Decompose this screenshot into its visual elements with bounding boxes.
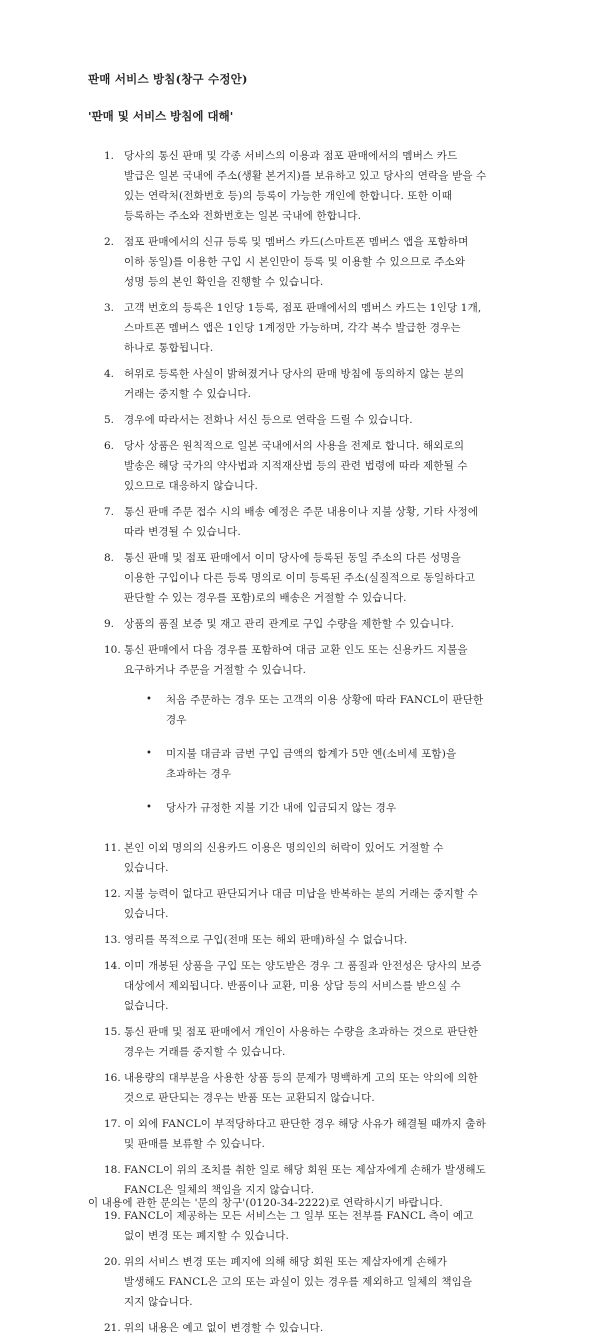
policy-item-line: 및 판매를 보류할 수 있습니다. [124, 1138, 265, 1150]
policy-list [104, 146, 524, 1344]
policy-item-number: 16. [104, 1072, 121, 1084]
policy-item [104, 838, 524, 878]
policy-item-line: 것으로 판단되는 경우는 반품 또는 교환되지 않습니다. [124, 1092, 375, 1104]
policy-item-number: 10. [104, 644, 121, 656]
policy-item-line: 통신 판매 및 점포 판매에서 개인이 사용하는 수량을 초과하는 것으로 판단한 [124, 1026, 478, 1038]
policy-item-line: 상품의 품질 보증 및 재고 관리 관계로 구입 수량을 제한할 수 있습니다. [124, 618, 455, 630]
policy-item-number: 3. [104, 302, 115, 314]
policy-item-line: 있습니다. [124, 862, 169, 874]
policy-item-line: 통신 판매 및 점포 판매에서 이미 당사에 등록된 동일 주소의 다른 성명을 [124, 552, 461, 564]
policy-item-text [124, 930, 524, 950]
policy-item-line: 거래는 중지할 수 있습니다. [124, 388, 252, 400]
policy-item-number: 12. [104, 888, 121, 900]
condition-text [166, 690, 524, 730]
policy-item [104, 1022, 524, 1062]
policy-item-text [124, 838, 524, 878]
policy-item [104, 436, 524, 496]
policy-item-line: 영리를 목적으로 구입(전매 또는 해외 판매)하실 수 없습니다. [124, 934, 408, 946]
policy-item-line: 없이 변경 또는 폐지할 수 있습니다. [124, 1230, 290, 1242]
policy-item-text [124, 1252, 524, 1312]
policy-item [104, 640, 524, 832]
policy-item-line: 이 외에 FANCL이 부적당하다고 판단한 경우 해당 사유가 해결될 때까지 출하 [124, 1118, 486, 1130]
policy-item-line: 대상에서 제외됩니다. 반품이나 교환, 미용 상담 등의 서비스를 받으실 수 [124, 980, 461, 992]
document-title: 판매 서비스 방침(창구 수정안) [88, 72, 248, 86]
bullet-icon: • [146, 748, 153, 759]
policy-item-line: 본인 이외 명의의 신용카드 이용은 명의인의 허락이 있어도 거절할 수 [124, 842, 444, 854]
condition-line: 미지불 대금과 금번 구입 금액의 합계가 5만 엔(소비세 포함)을 [166, 748, 457, 760]
policy-item [104, 502, 524, 542]
policy-item-number: 4. [104, 368, 115, 380]
policy-item-line: 이용한 구입이나 다른 등록 명의로 이미 등록된 주소(실질적으로 동일하다고 [124, 572, 476, 584]
policy-item-line: FANCL은 일체의 책임을 지지 않습니다. [124, 1184, 315, 1196]
policy-item [104, 410, 524, 430]
policy-item-line: 당사 상품은 원칙적으로 일본 국내에서의 사용을 전제로 합니다. 해외로의 [124, 440, 465, 452]
policy-item-text [124, 502, 524, 542]
policy-item [104, 548, 524, 608]
policy-item-line: 있는 연락처(전화번호 등)의 등록이 가능한 개인에 한합니다. 또한 이때 [124, 190, 453, 202]
policy-item [104, 1252, 524, 1312]
policy-item-line: 통신 판매 주문 접수 시의 배송 예정은 주문 내용이나 지불 상황, 기타 사정에 [124, 506, 479, 518]
policy-item-line: 없습니다. [124, 1000, 169, 1012]
policy-item-text [124, 298, 524, 358]
policy-item-number: 18. [104, 1164, 121, 1176]
policy-item-number: 7. [104, 506, 115, 518]
policy-item-line: 위의 서비스 변경 또는 폐지에 의해 해당 회원 또는 제삼자에게 손해가 [124, 1256, 448, 1268]
policy-item-line: 당사의 통신 판매 및 각종 서비스의 이용과 점포 판매에서의 멤버스 카드 [124, 150, 458, 162]
document-subtitle: '판매 및 서비스 방침에 대해' [88, 109, 234, 123]
policy-item [104, 298, 524, 358]
policy-item-line: 통신 판매에서 다음 경우를 포함하여 대금 교환 인도 또는 신용카드 지불을 [124, 644, 468, 656]
policy-item-text [124, 232, 524, 292]
policy-item-line: 내용량의 대부분을 사용한 상품 등의 문제가 명백하게 고의 또는 악의에 의한 [124, 1072, 478, 1084]
policy-item-line: 이하 동일)를 이용한 구입 시 본인만이 등록 및 이용할 수 있으므로 주소와 [124, 256, 466, 268]
policy-item [104, 614, 524, 634]
policy-item-text [124, 884, 524, 924]
condition-item [146, 744, 524, 784]
policy-item-text [124, 1022, 524, 1062]
policy-item-line: 허위로 등록한 사실이 밝혀졌거나 당사의 판매 방침에 동의하지 않는 분의 [124, 368, 465, 380]
policy-item-number: 19. [104, 1210, 121, 1222]
policy-item-text [124, 146, 524, 226]
condition-text [166, 798, 524, 818]
policy-item-number: 6. [104, 440, 115, 452]
policy-item-line: 발송은 해당 국가의 약사법과 지적재산법 등의 관련 법령에 따라 제한될 수 [124, 460, 468, 472]
policy-item-line: 요구하거나 주문을 거절할 수 있습니다. [124, 664, 307, 676]
policy-item-number: 5. [104, 414, 115, 426]
condition-line: 경우 [166, 714, 187, 726]
policy-item-number: 8. [104, 552, 115, 564]
policy-item-line: 지불 능력이 없다고 판단되거나 대금 미납을 반복하는 분의 거래는 중지할 수 [124, 888, 478, 900]
policy-item-number: 2. [104, 236, 115, 248]
policy-item-line: 하나로 통합됩니다. [124, 342, 214, 354]
policy-item-text [124, 1114, 524, 1154]
policy-item [104, 1114, 524, 1154]
policy-item-text [124, 364, 524, 404]
policy-item-line: 등록하는 주소와 전화번호는 일본 국내에 한합니다. [124, 210, 362, 222]
policy-item [104, 930, 524, 950]
condition-line: 당사가 규정한 지불 기간 내에 입금되지 않는 경우 [166, 802, 397, 814]
condition-line: 처음 주문하는 경우 또는 고객의 이용 상황에 따라 FANCL이 판단한 [166, 694, 484, 706]
policy-item-line: FANCL이 제공하는 모든 서비스는 그 일부 또는 전부를 FANCL 측이 예고 [124, 1210, 474, 1222]
policy-item-number: 13. [104, 934, 121, 946]
policy-item [104, 1068, 524, 1108]
policy-item-line: 스마트폰 멤버스 앱은 1인당 1계정만 가능하며, 각각 복수 발급한 경우는 [124, 322, 461, 334]
policy-item [104, 232, 524, 292]
policy-item-line: 성명 등의 본인 확인을 진행할 수 있습니다. [124, 276, 324, 288]
policy-item-line: FANCL이 위의 조치를 취한 일로 해당 회원 또는 제삼자에게 손해가 발생해도 [124, 1164, 486, 1176]
policy-item-line: 발생해도 FANCL은 고의 또는 과실이 있는 경우를 제외하고 일체의 책임을 [124, 1276, 473, 1288]
policy-item-line: 따라 변경될 수 있습니다. [124, 526, 241, 538]
policy-item-text [124, 956, 524, 1016]
policy-item [104, 146, 524, 226]
policy-item-text [124, 410, 524, 430]
policy-item-line: 있습니다. [124, 908, 169, 920]
policy-item-line: 고객 번호의 등록은 1인당 1등록, 점포 판매에서의 멤버스 카드는 1인당 1개, [124, 302, 482, 314]
policy-item-text [124, 1068, 524, 1108]
policy-item-line: 판단할 수 있는 경우를 포함)로의 배송은 거절할 수 있습니다. [124, 592, 407, 604]
policy-item-number: 11. [104, 842, 121, 854]
policy-item-text [124, 548, 524, 608]
policy-item-text [124, 614, 524, 634]
policy-item [104, 956, 524, 1016]
condition-item [146, 690, 524, 730]
policy-item-number: 14. [104, 960, 121, 972]
policy-item [104, 1318, 524, 1338]
policy-item-number: 1. [104, 150, 115, 162]
bullet-icon: • [146, 802, 153, 813]
policy-item-line: 지지 않습니다. [124, 1296, 193, 1308]
condition-list [124, 690, 524, 818]
policy-item-text [124, 436, 524, 496]
policy-item-number: 17. [104, 1118, 121, 1130]
policy-item [104, 884, 524, 924]
policy-item-line: 경우는 거래를 중지할 수 있습니다. [124, 1046, 286, 1058]
policy-item-line: 이미 개봉된 상품을 구입 또는 양도받은 경우 그 품질과 안전성은 당사의 보증 [124, 960, 482, 972]
condition-item [146, 798, 524, 818]
condition-text [166, 744, 524, 784]
condition-line: 초과하는 경우 [166, 768, 232, 780]
policy-item-number: 21. [104, 1322, 121, 1334]
policy-item-number: 9. [104, 618, 115, 630]
policy-item-text [124, 640, 524, 832]
policy-item-line: 발급은 일본 국내에 주소(생활 본거지)를 보유하고 있고 당사의 연락을 받을 수 [124, 170, 487, 182]
policy-item-line: 경우에 따라서는 전화나 서신 등으로 연락을 드릴 수 있습니다. [124, 414, 413, 426]
contact-note: 이 내용에 관한 문의는 '문의 창구'(0120-34-2222)로 연락하시기 바랍니다. [88, 1197, 443, 1209]
policy-item-number: 15. [104, 1026, 121, 1038]
policy-item-line: 점포 판매에서의 신규 등록 및 멤버스 카드(스마트폰 멤버스 앱을 포함하며 [124, 236, 469, 248]
policy-item-number: 20. [104, 1256, 121, 1268]
policy-item-text [124, 1318, 524, 1338]
bullet-icon: • [146, 694, 153, 705]
policy-item-line: 있으므로 대응하지 않습니다. [124, 480, 258, 492]
policy-item-line: 위의 내용은 예고 없이 변경할 수 있습니다. [124, 1322, 324, 1334]
policy-item [104, 364, 524, 404]
